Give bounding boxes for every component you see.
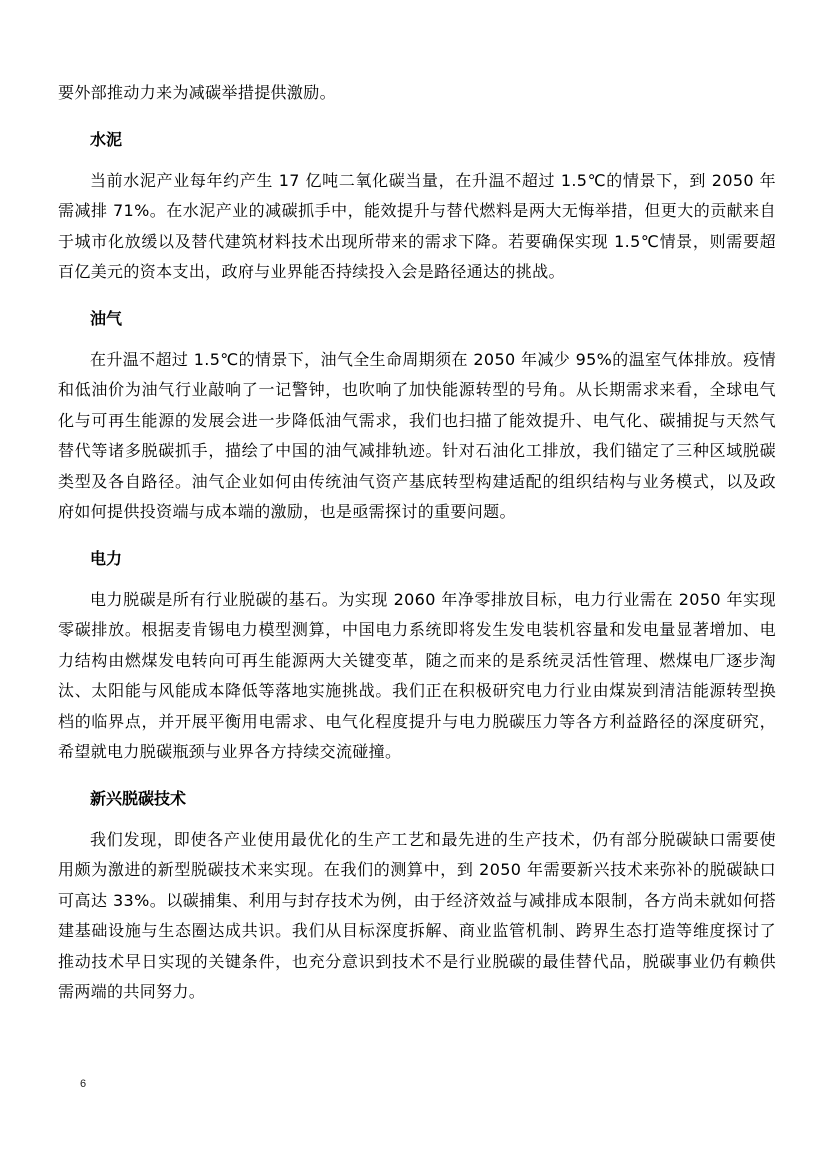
document-page xyxy=(58,78,776,1008)
section-body-power: 电力脱碳是所有行业脱碳的基石。为实现 2060 年净零排放目标，电力行业需在 2050 年实现零碳排放。根据麦肯锡电力模型测算，中国电力系统即将发生发电装机容量和发电量显著增加、电力结构由燃煤发电转向可再生能源两大关键变革，随之而来的是系统灵活性管理、燃煤电厂逐步淘汰、太阳能与风能成本降低等落地实施挑战。我们正在积极研究电力行业由煤炭到清洁能源转型换档的临界点，并开展平衡用电需求、电气化程度提升与电力脱碳压力等各方利益路径的深度研究，希望就电力脱碳瓶颈与业界各方持续交流碰撞。 xyxy=(58,589,776,761)
section-body-cement: 当前水泥产业每年约产生 17 亿吨二氧化碳当量，在升温不超过 1.5℃的情景下，到 2050 年需减排 71%。在水泥产业的减碳抓手中，能效提升与替代燃料是两大无悔举措，但更大的贡献来自于城市化放缓以及替代建筑材料技术出现所带来的需求下降。若要确保实现 1.5℃情景，则需要超百亿美元的资本支出，政府与业界能否持续投入会是路径通达的挑战。 xyxy=(58,170,776,281)
section-heading-power: 电力 xyxy=(90,548,123,568)
page-number: 6 xyxy=(80,1078,87,1090)
continued-paragraph: 要外部推动力来为减碳举措提供激励。 xyxy=(58,83,336,102)
section-heading-cement: 水泥 xyxy=(90,129,123,149)
section-heading-emerging-tech: 新兴脱碳技术 xyxy=(90,788,187,808)
section-body-emerging-tech: 我们发现，即使各产业使用最优化的生产工艺和最先进的生产技术，仍有部分脱碳缺口需要使用颇为激进的新型脱碳技术来实现。在我们的测算中，到 2050 年需要新兴技术来弥补的脱碳缺口可高达 33%。以碳捕集、利用与封存技术为例，由于经济效益与减排成本限制，各方尚未就如何搭建基础设施与生态圈达成共识。我们从目标深度拆解、商业监管机制、跨界生态打造等维度探讨了推动技术早日实现的关键条件，也充分意识到技术不是行业脱碳的最佳替代品，脱碳事业仍有赖供需两端的共同努力。 xyxy=(58,829,776,1001)
section-body-oil-gas: 在升温不超过 1.5℃的情景下，油气全生命周期须在 2050 年减少 95%的温室气体排放。疫情和低油价为油气行业敲响了一记警钟，也吹响了加快能源转型的号角。从长期需求来看，全球电气化与可再生能源的发展会进一步降低油气需求，我们也扫描了能效提升、电气化、碳捕捉与天然气替代等诸多脱碳抓手，描绘了中国的油气减排轨迹。针对石油化工排放，我们锚定了三种区域脱碳类型及各自路径。油气企业如何由传统油气资产基底转型构建适配的组织结构与业务模式，以及政府如何提供投资端与成本端的激励，也是亟需探讨的重要问题。 xyxy=(58,349,776,521)
section-heading-oil-gas: 油气 xyxy=(90,308,123,328)
